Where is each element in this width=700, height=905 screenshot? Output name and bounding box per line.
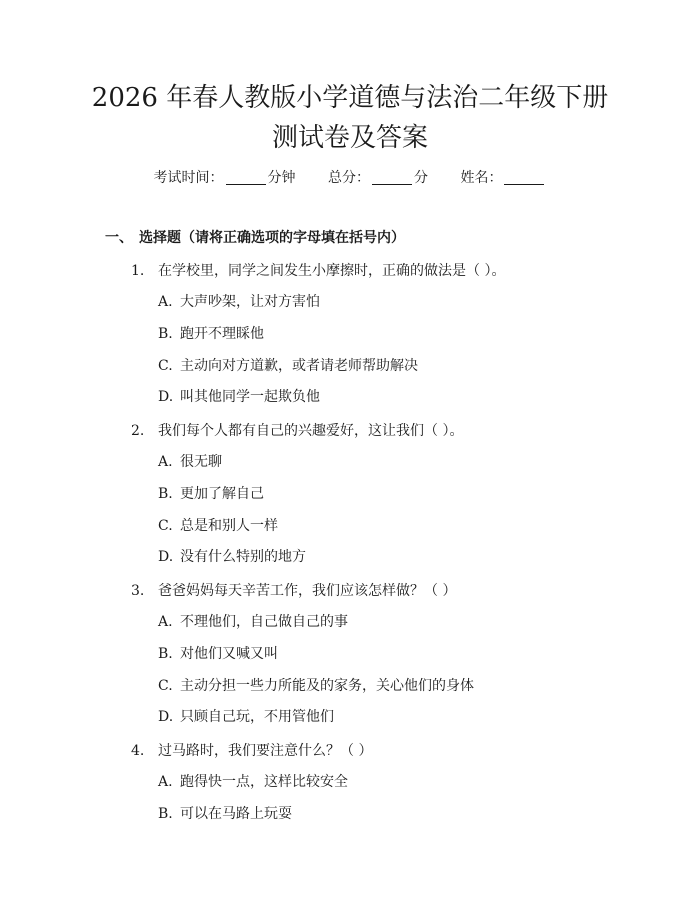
option-letter: A. [158,614,173,630]
answer-option [158,292,320,312]
option-text: 总是和别人一样 [180,518,278,534]
option-text: 很无聊 [180,454,222,470]
question [131,421,463,441]
question [131,741,372,761]
question-text: 在学校里，同学之间发生小摩擦时，正确的做法是（ ）。 [158,263,506,279]
option-text: 主动分担一些力所能及的家务，关心他们的身体 [180,678,474,694]
question-text: 我们每个人都有自己的兴趣爱好，这让我们（ ）。 [158,423,464,439]
document-title [0,78,700,158]
total-score-unit: 分 [414,170,428,186]
answer-option [158,387,320,407]
answer-option [158,356,418,376]
question-text: 过马路时，我们要注意什么？（ ） [158,743,373,759]
option-letter: A. [158,294,173,310]
exam-time-blank [226,170,266,185]
total-score-label: 总分： [328,170,370,186]
option-text: 跑开不理睬他 [180,326,264,342]
question-number: 3. [131,583,145,599]
option-text: 主动向对方道歉，或者请老师帮助解决 [180,358,418,374]
option-text: 可以在马路上玩耍 [180,806,292,822]
question-text: 爸爸妈妈每天辛苦工作，我们应该怎样做？（ ） [158,583,457,599]
exam-info [0,168,700,188]
answer-option [158,804,292,824]
title-line-2: 测试卷及答案 [271,123,428,153]
option-letter: D. [158,709,174,725]
answer-option [158,707,334,727]
question [131,581,456,601]
option-text: 只顾自己玩，不用管他们 [180,709,334,725]
total-score-blank [372,170,412,185]
question-number: 1. [131,263,145,279]
option-letter: B. [158,806,173,822]
section-heading [105,228,405,248]
section-title: 选择题（请将正确选项的字母填在括号内） [139,230,405,246]
answer-option [158,452,222,472]
option-letter: D. [158,549,174,565]
answer-option [158,644,278,664]
option-letter: B. [158,326,173,342]
option-letter: B. [158,486,173,502]
option-text: 不理他们，自己做自己的事 [180,614,348,630]
option-letter: B. [158,646,173,662]
answer-option [158,772,348,792]
option-text: 跑得快一点，这样比较安全 [180,774,348,790]
section-number: 一、 [105,230,133,246]
option-letter: D. [158,389,174,405]
exam-time [154,168,296,188]
option-text: 对他们又喊又叫 [180,646,278,662]
option-text: 叫其他同学一起欺负他 [180,389,320,405]
option-text: 没有什么特别的地方 [180,549,306,565]
exam-time-label: 考试时间： [153,170,224,186]
option-letter: C. [158,358,173,374]
answer-option [158,547,306,567]
option-letter: C. [158,678,173,694]
student-name [460,168,546,188]
answer-option [158,612,348,632]
question-number: 2. [131,423,145,439]
question-number: 4. [131,743,145,759]
option-text: 大声吵架，让对方害怕 [180,294,320,310]
total-score [328,168,428,188]
answer-option [158,324,264,344]
question [131,261,505,281]
option-letter: C. [158,518,173,534]
answer-option [158,484,264,504]
option-letter: A. [158,454,173,470]
title-line-1: 2026 年春人教版小学道德与法治二年级下册 [91,83,609,113]
option-letter: A. [158,774,173,790]
option-text: 更加了解自己 [180,486,264,502]
answer-option [158,676,474,696]
exam-time-unit: 分钟 [267,170,296,186]
answer-option [158,516,278,536]
student-name-label: 姓名： [460,170,503,186]
student-name-blank [504,170,544,185]
